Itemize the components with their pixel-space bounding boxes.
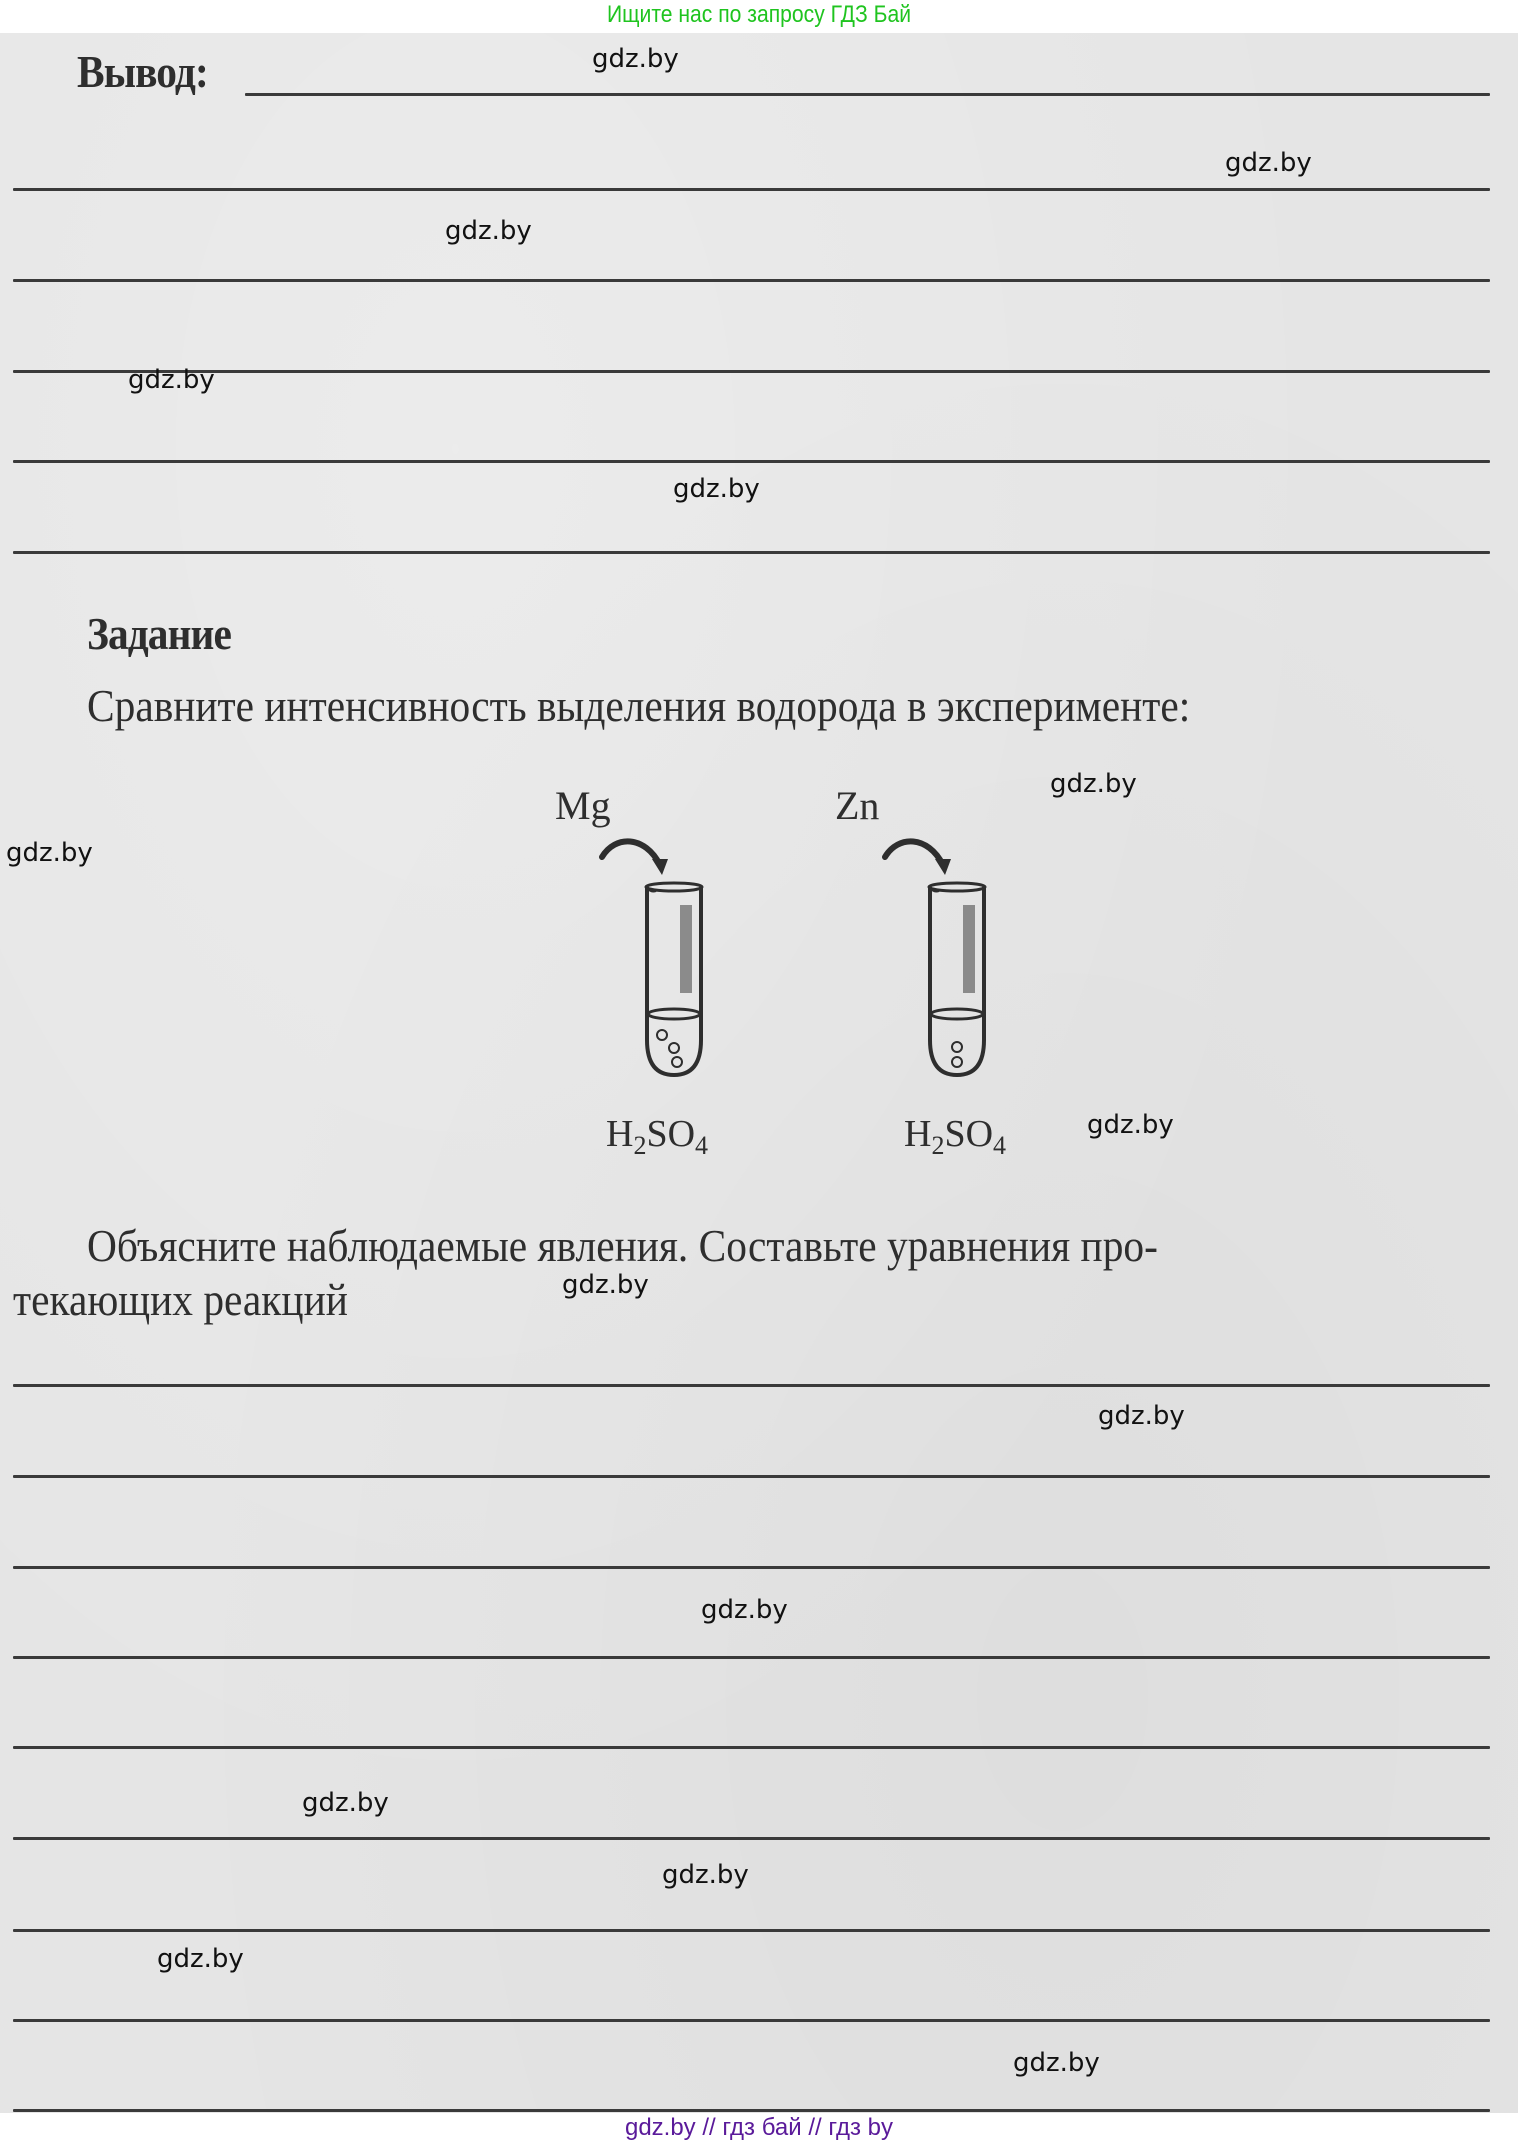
answer-line[interactable] [13, 1656, 1490, 1659]
answer-line[interactable] [13, 551, 1490, 554]
watermark: gdz.by [1013, 2048, 1100, 2078]
answer-line[interactable] [13, 188, 1490, 191]
metal-label-zn: Zn [835, 783, 880, 828]
acid-formula-mg: $H_2SO_4$ [606, 1113, 709, 1160]
top-banner: Ищите нас по запросу ГДЗ Бай [91, 0, 1427, 33]
test-tube-mg-icon [590, 835, 710, 1095]
watermark: gdz.by [662, 1860, 749, 1890]
answer-line[interactable] [13, 460, 1490, 463]
watermark: gdz.by [562, 1270, 649, 1300]
answer-line[interactable] [13, 1475, 1490, 1478]
answer-line[interactable] [13, 2019, 1490, 2022]
answer-line[interactable] [13, 1929, 1490, 1932]
answer-line[interactable] [13, 1837, 1490, 1840]
test-tube-zn-icon [873, 835, 993, 1095]
watermark: gdz.by [1098, 1401, 1185, 1431]
answer-line[interactable] [13, 370, 1490, 373]
answer-line[interactable] [13, 279, 1490, 282]
watermark: gdz.by [445, 216, 532, 246]
answer-line[interactable] [245, 93, 1490, 96]
answer-line[interactable] [13, 1566, 1490, 1569]
answer-line[interactable] [13, 2109, 1490, 2112]
watermark: gdz.by [6, 838, 93, 868]
watermark: gdz.by [592, 44, 679, 74]
acid-formula-zn: $H_2SO_4$ [904, 1113, 1007, 1160]
watermark: gdz.by [1225, 148, 1312, 178]
watermark: gdz.by [1050, 769, 1137, 799]
watermark: gdz.by [673, 474, 760, 504]
watermark: gdz.by [157, 1944, 244, 1974]
task-prompt: Сравните интенсивность выделения водорода в эксперименте: [87, 680, 1191, 731]
watermark: gdz.by [1087, 1110, 1174, 1140]
task-heading: Задание [87, 608, 231, 659]
bottom-banner: gdz.by // гдз бай // гдз by [0, 2113, 1518, 2146]
answer-line[interactable] [13, 1746, 1490, 1749]
watermark: gdz.by [128, 365, 215, 395]
watermark: gdz.by [701, 1595, 788, 1625]
conclusion-label: Вывод: [77, 46, 208, 97]
answer-line[interactable] [13, 1384, 1490, 1387]
workbook-page [0, 33, 1518, 2113]
watermark: gdz.by [302, 1788, 389, 1818]
explain-text-line1: Объясните наблюдаемые явления. Составьте уравнения про- [87, 1220, 1158, 1271]
metal-label-mg: Mg [555, 783, 611, 828]
explain-text-line2: текающих реакций [13, 1274, 348, 1325]
